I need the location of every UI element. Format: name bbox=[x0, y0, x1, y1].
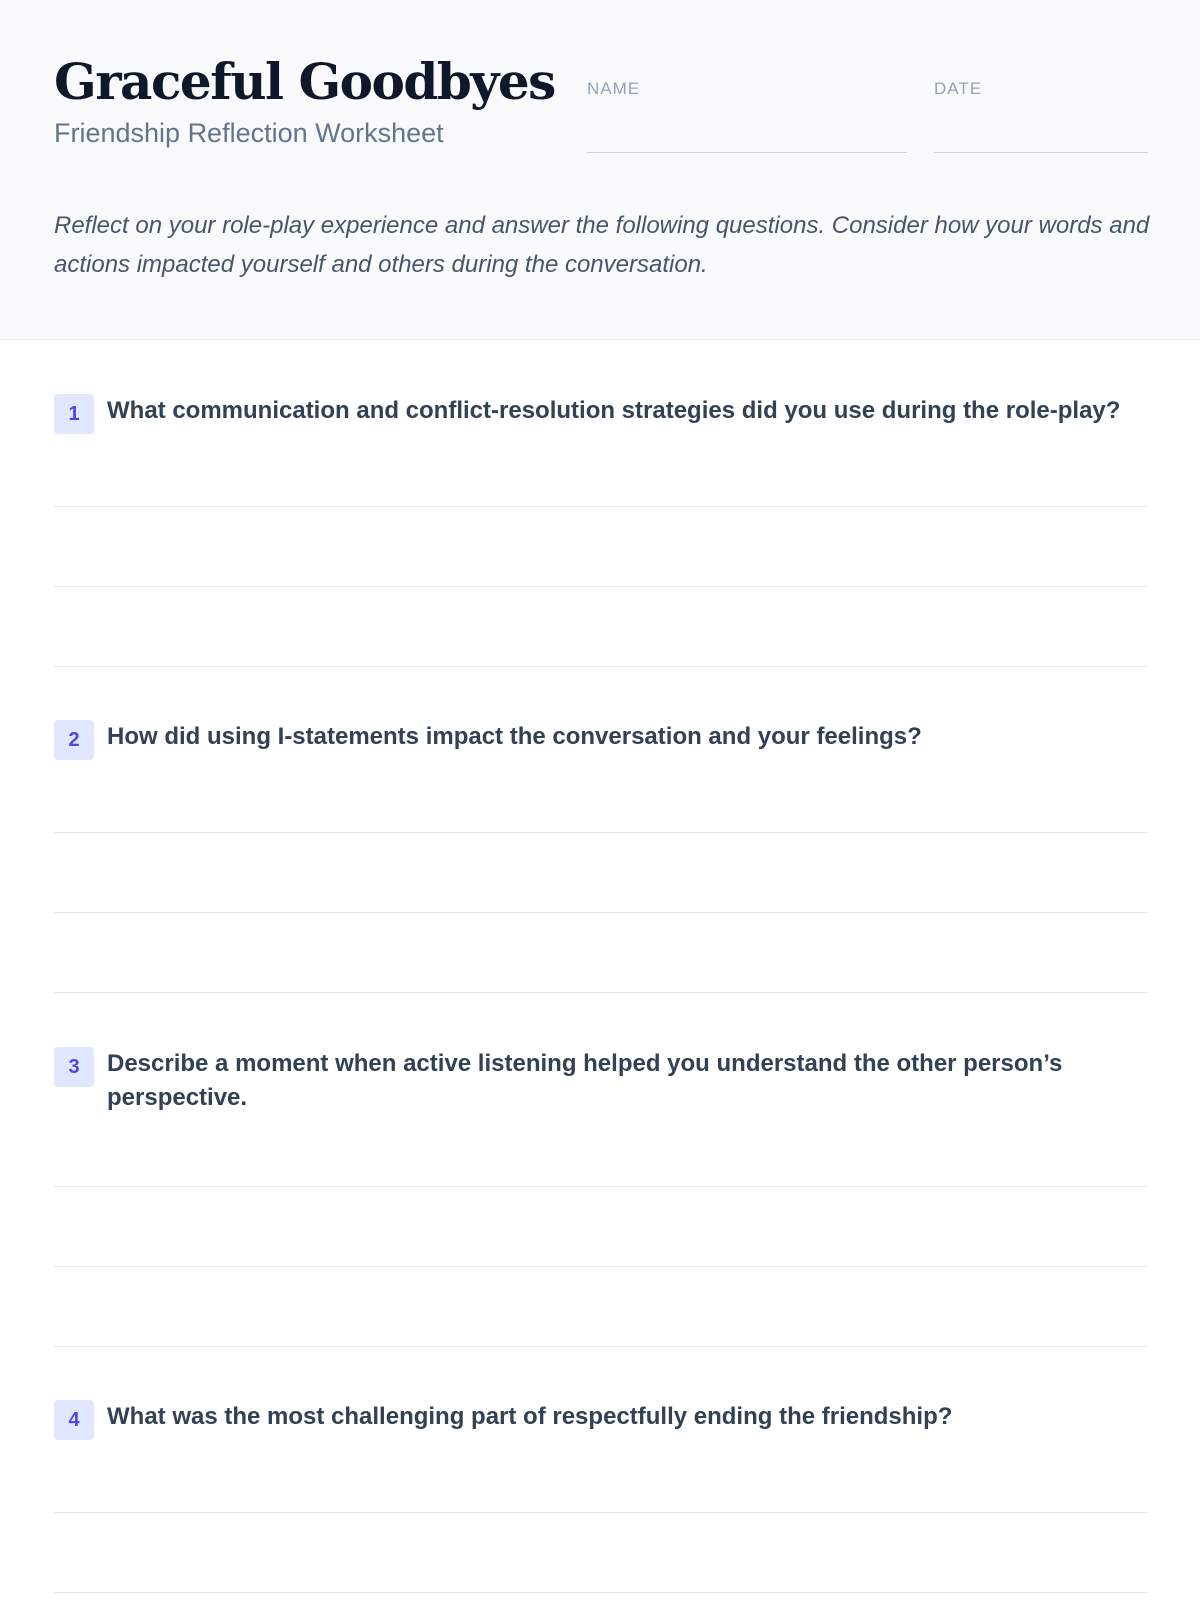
question-text: What communication and conflict-resolution strategies did you use during the role-play? bbox=[107, 397, 1121, 424]
answer-line bbox=[54, 1266, 1148, 1267]
answer-line bbox=[54, 832, 1148, 833]
question-number-badge: 3 bbox=[54, 1047, 94, 1087]
worksheet-subtitle: Friendship Reflection Worksheet bbox=[54, 118, 444, 148]
answer-line bbox=[54, 1346, 1148, 1347]
worksheet-header bbox=[0, 0, 1200, 340]
answer-line bbox=[54, 992, 1148, 993]
date-label: DATE bbox=[934, 79, 983, 98]
instructions-text: Reflect on your role-play experience and answer the following questions. Consider how your words and actions impacted yourself and others during the conversation. bbox=[54, 212, 1150, 278]
name-label: NAME bbox=[587, 79, 641, 98]
question-text: What was the most challenging part of respectfully ending the friendship? bbox=[107, 1403, 953, 1430]
answer-field-2[interactable] bbox=[54, 752, 1148, 992]
date-field[interactable] bbox=[934, 110, 1148, 150]
answer-line bbox=[54, 1186, 1148, 1187]
answer-line bbox=[54, 666, 1148, 667]
date-underline bbox=[934, 152, 1148, 153]
name-field[interactable] bbox=[587, 110, 907, 150]
name-underline bbox=[587, 152, 907, 153]
worksheet-title: Graceful Goodbyes bbox=[54, 52, 555, 111]
answer-line bbox=[54, 1592, 1148, 1593]
answer-line bbox=[54, 586, 1148, 587]
answer-line bbox=[54, 912, 1148, 913]
question-text: How did using I-statements impact the conversation and your feelings? bbox=[107, 723, 922, 750]
answer-line bbox=[54, 1512, 1148, 1513]
question-text: Describe a moment when active listening helped you understand the other person’s perspective. bbox=[107, 1050, 1063, 1111]
question-number-badge: 2 bbox=[54, 720, 94, 760]
answer-field-1[interactable] bbox=[54, 426, 1148, 666]
answer-field-3[interactable] bbox=[54, 1106, 1148, 1346]
question-number-badge: 1 bbox=[54, 394, 94, 434]
question-number-badge: 4 bbox=[54, 1400, 94, 1440]
answer-line bbox=[54, 506, 1148, 507]
